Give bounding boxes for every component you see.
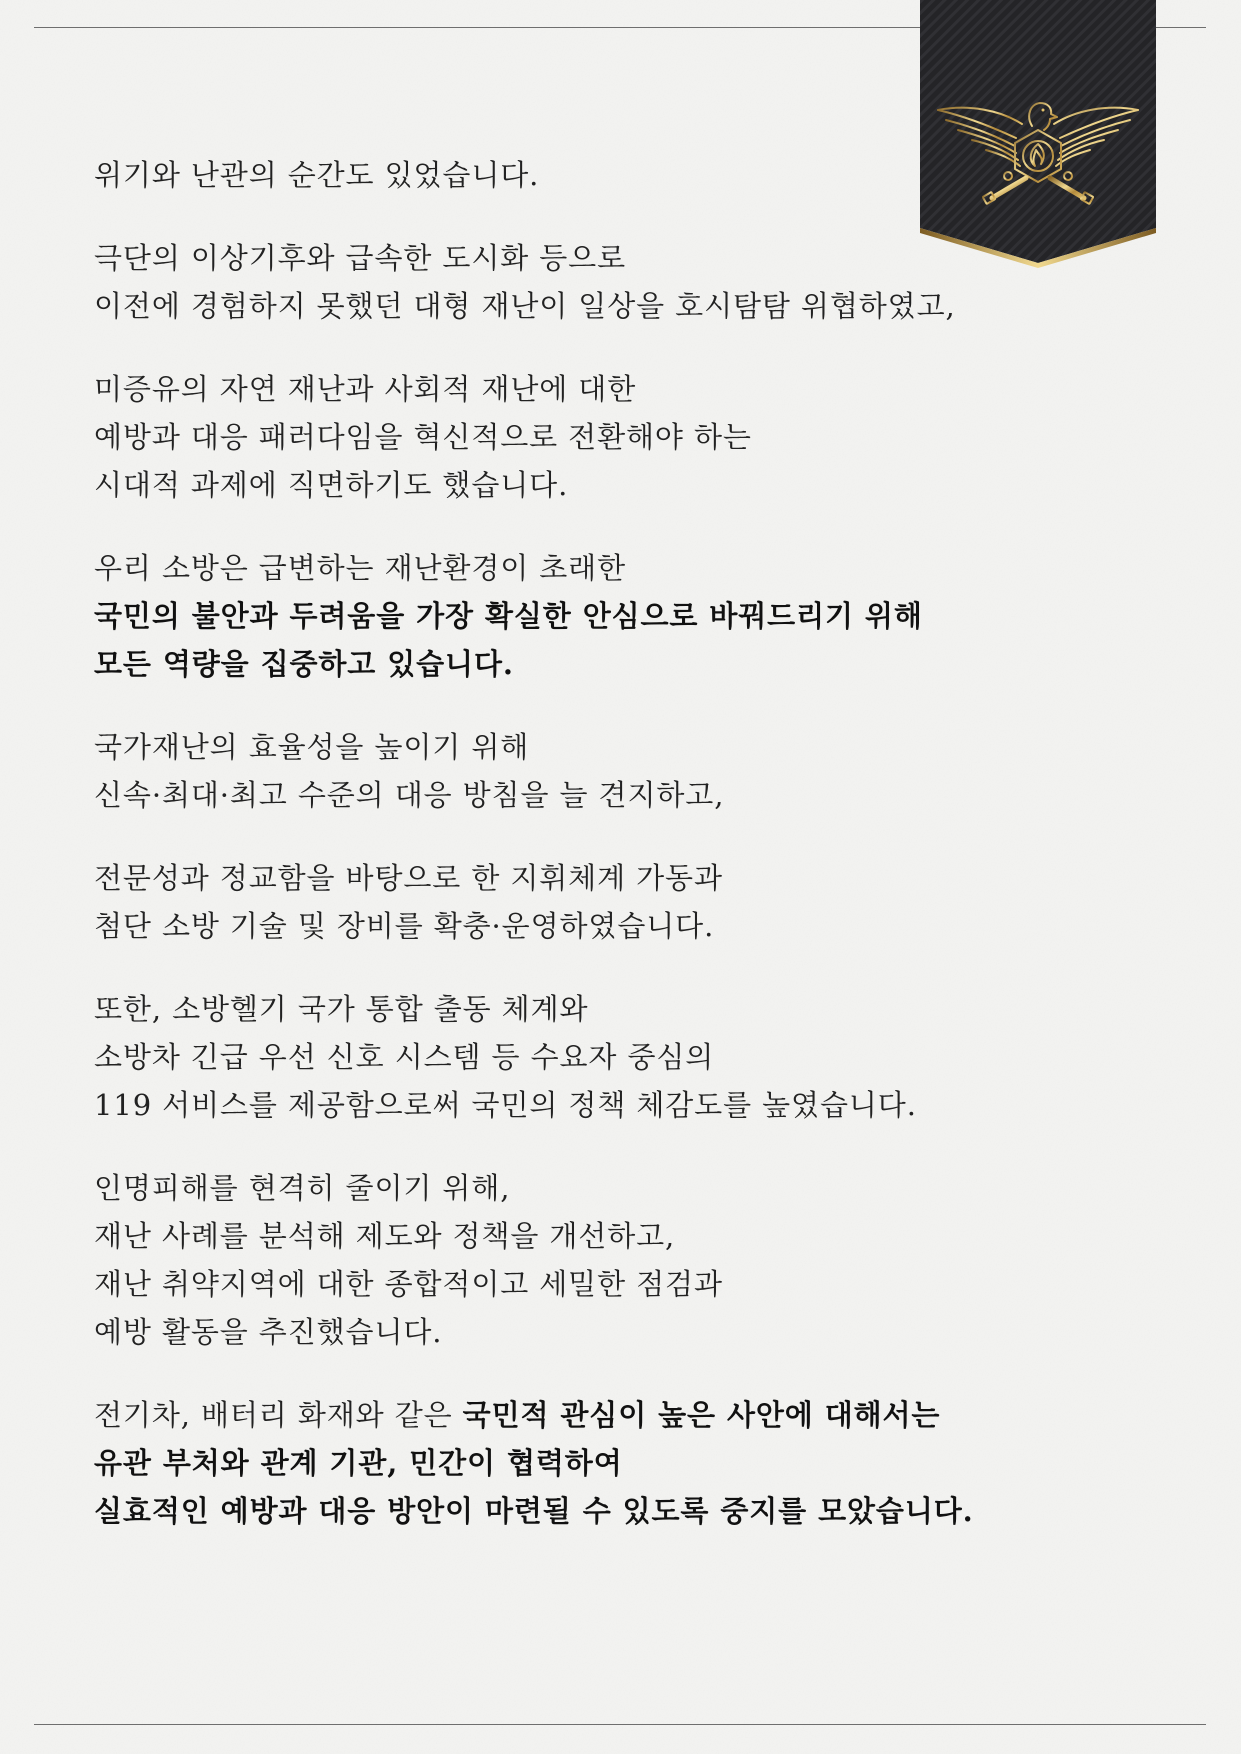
text-line: 이전에 경험하지 못했던 대형 재난이 일상을 호시탐탐 위협하였고, — [94, 289, 956, 323]
text-line: 국가재난의 효율성을 높이기 위해 — [94, 730, 530, 764]
text-line: 우리 소방은 급변하는 재난환경이 초래한 — [94, 551, 627, 585]
text-line: 재난 취약지역에 대한 종합적이고 세밀한 점검과 — [94, 1267, 723, 1301]
paragraph — [94, 234, 1134, 330]
text-line: 예방 활동을 추진했습니다. — [94, 1315, 443, 1349]
text-line: 미증유의 자연 재난과 사회적 재난에 대한 — [94, 372, 637, 406]
paragraph — [94, 1391, 1134, 1535]
text-segment: 전기차, 배터리 화재와 같은 — [94, 1398, 463, 1432]
text-line: 전문성과 정교함을 바탕으로 한 지휘체계 가동과 — [94, 861, 723, 895]
bottom-rule — [34, 1724, 1206, 1725]
paragraph — [94, 1164, 1134, 1356]
paragraph — [94, 723, 1134, 819]
text-line: 첨단 소방 기술 및 장비를 확충·운영하였습니다. — [94, 909, 715, 943]
text-line: 또한, 소방헬기 국가 통합 출동 체계와 — [94, 992, 589, 1026]
text-line: 재난 사례를 분석해 제도와 정책을 개선하고, — [94, 1219, 676, 1253]
emphasis-line: 실효적인 예방과 대응 방안이 마련될 수 있도록 중지를 모았습니다. — [94, 1494, 974, 1528]
text-line: 극단의 이상기후와 급속한 도시화 등으로 — [94, 241, 627, 275]
paragraph — [94, 854, 1134, 950]
text-line: 위기와 난관의 순간도 있었습니다. — [94, 158, 540, 192]
text-line: 시대적 과제에 직면하기도 했습니다. — [94, 468, 569, 502]
paragraph — [94, 544, 1134, 688]
text-line: 신속·최대·최고 수준의 대응 방침을 늘 견지하고, — [94, 778, 725, 812]
letter-body — [94, 151, 1134, 1535]
text-line: 소방차 긴급 우선 신호 시스템 등 수요자 중심의 — [94, 1040, 715, 1074]
paragraph — [94, 151, 1134, 199]
emphasis-segment: 국민적 관심이 높은 사안에 대해서는 — [462, 1398, 941, 1432]
text-line: 119 서비스를 제공함으로써 국민의 정책 체감도를 높였습니다. — [94, 1088, 917, 1122]
emphasis-line: 모든 역량을 집중하고 있습니다. — [94, 647, 514, 681]
paragraph — [94, 365, 1134, 509]
emphasis-line: 국민의 불안과 두려움을 가장 확실한 안심으로 바꿔드리기 위해 — [94, 599, 923, 633]
text-line: 인명피해를 현격히 줄이기 위해, — [94, 1171, 511, 1205]
emphasis-line: 유관 부처와 관계 기관, 민간이 협력하여 — [94, 1446, 623, 1480]
mixed-line — [94, 1391, 1134, 1439]
text-line: 예방과 대응 패러다임을 혁신적으로 전환해야 하는 — [94, 420, 752, 454]
paragraph — [94, 985, 1134, 1129]
